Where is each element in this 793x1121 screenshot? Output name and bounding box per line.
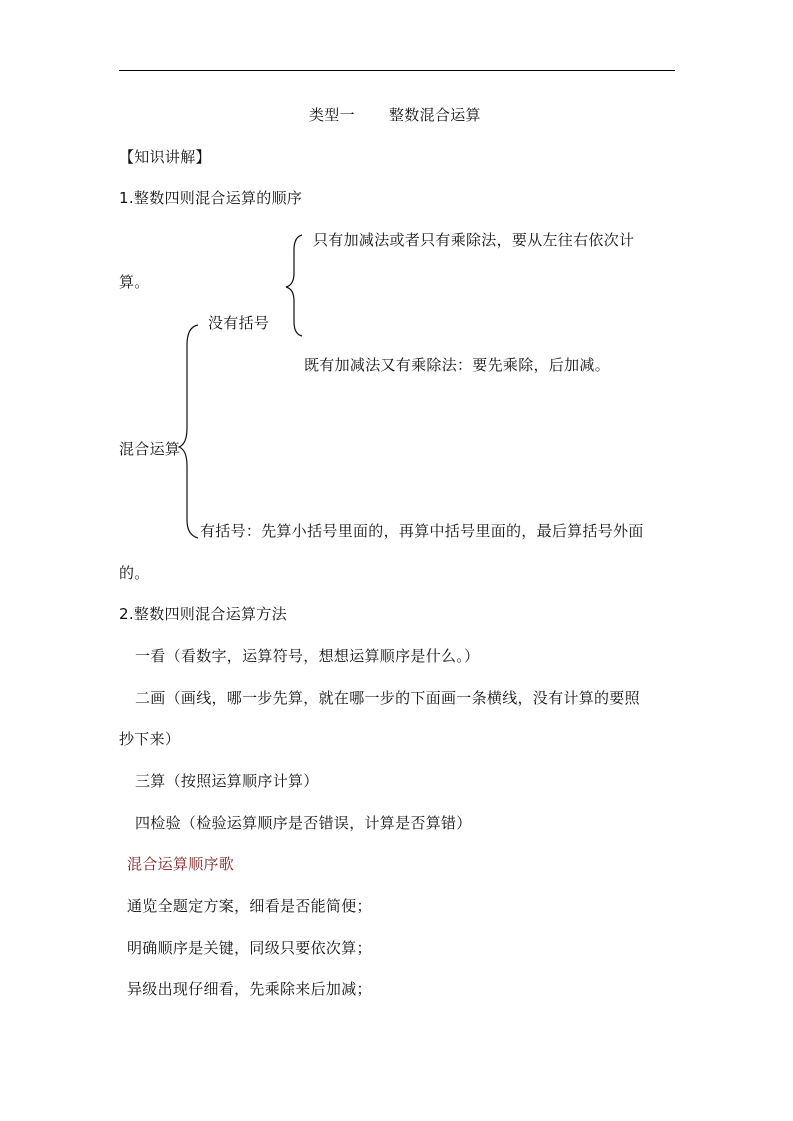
rule-single-op-cont: 算。 [119,273,150,291]
section1-heading: 1.整数四则混合运算的顺序 [119,189,303,207]
knowledge-heading: 【知识讲解】 [119,148,211,166]
song-line-3: 异级出现仔细看，先乘除来后加减； [127,980,372,998]
small-brace [286,235,302,336]
method-step-2: 二画（画线，哪一步先算，就在哪一步的下面画一条横线，没有计算的要照 [135,689,640,707]
title-name: 整数混合运算 [389,106,481,124]
method-step-1: 一看（看数字，运算符号，想想运算顺序是什么。） [135,647,480,665]
with-brackets-rule-cont: 的。 [119,564,150,582]
song-line-2: 明确顺序是关键，同级只要依次算； [127,939,372,957]
rule-mixed-op: 既有加减法又有乘除法：要先乘除，后加减。 [304,356,611,374]
method-step-4: 四检验（检验运算顺序是否错误，计算是否算错） [135,814,472,832]
section2-heading: 2.整数四则混合运算方法 [119,605,287,623]
method-step-2-cont: 抄下来） [119,730,181,748]
song-title: 混合运算顺序歌 [127,855,235,873]
song-line-1: 通览全题定方案，细看是否能简便； [127,897,372,915]
large-brace [179,325,198,538]
with-brackets-rule: 有括号：先算小括号里面的，再算中括号里面的，最后算括号外面 [200,522,644,540]
title-type: 类型一 [309,106,355,124]
no-brackets-label: 没有括号 [208,314,270,332]
method-step-3: 三算（按照运算顺序计算） [135,772,319,790]
branch-root-label: 混合运算 [119,440,181,458]
rule-single-op: 只有加减法或者只有乘除法，要从左往右依次计 [313,231,635,249]
